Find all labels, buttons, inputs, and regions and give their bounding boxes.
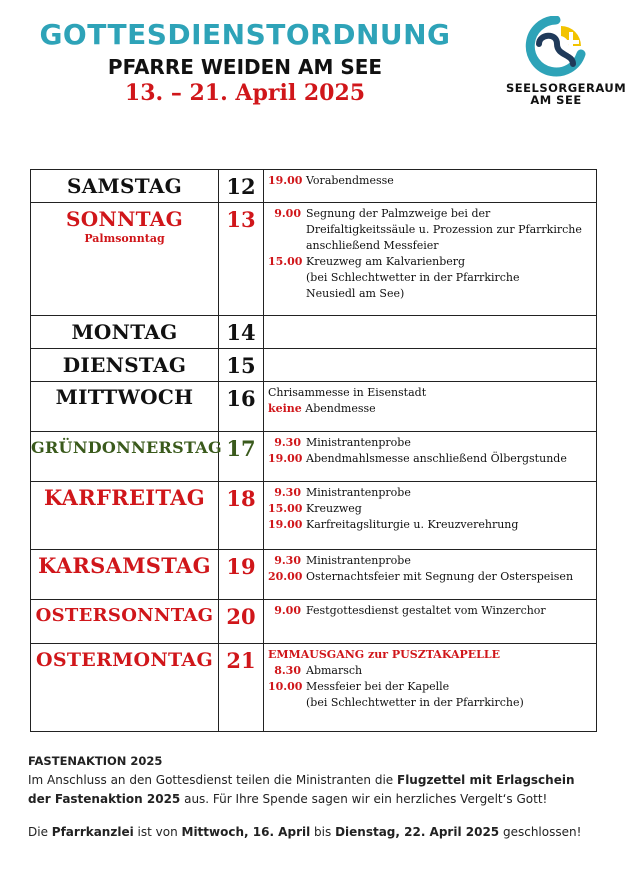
- event-time: 8.30: [274, 664, 301, 677]
- table-row: [31, 644, 597, 732]
- event-time: 10.00: [268, 680, 303, 693]
- text-run: Die: [28, 825, 52, 839]
- event-item: [268, 679, 592, 711]
- table-row: [31, 550, 597, 600]
- text-run: bis: [310, 825, 336, 839]
- event-text: Segnung der Palmzweige bei der Dreifaltigkeitssäule u. Prozession zur Pfarrkirche anschließend Messfeier: [306, 207, 582, 252]
- fastenaktion-section: [28, 752, 598, 809]
- event-item: [268, 603, 592, 619]
- events-cell: [264, 203, 597, 316]
- date-range: 13. – 21. April 2025: [124, 80, 366, 106]
- event-time: 19.00: [268, 518, 303, 531]
- event-item: [268, 254, 592, 302]
- day-name: OSTERSONNTAG: [35, 605, 214, 626]
- event-item: [268, 173, 592, 189]
- event-note: [268, 401, 592, 417]
- table-row: [31, 203, 597, 316]
- event-text: Abmarsch: [306, 664, 363, 677]
- event-text: Ministrantenprobe: [306, 554, 411, 567]
- day-name: MITTWOCH: [55, 385, 194, 409]
- seelsorgeraum-logo: [506, 16, 626, 107]
- events-cell: [264, 550, 597, 600]
- day-name: SONNTAG: [66, 207, 183, 231]
- event-text: Messfeier bei der Kapelle (bei Schlechtwetter in der Pfarrkirche): [306, 680, 524, 709]
- event-heading: EMMAUSGANG zur PUSZTAKAPELLE: [268, 648, 500, 661]
- event-item: [268, 501, 592, 517]
- events-cell: [264, 432, 597, 482]
- event-text: Vorabendmesse: [306, 174, 394, 187]
- day-name: MONTAG: [71, 320, 178, 344]
- day-number: 15: [219, 349, 264, 382]
- events-cell: [264, 482, 597, 550]
- events-cell: [264, 600, 597, 644]
- event-time: 19.00: [268, 174, 303, 187]
- table-row: [31, 316, 597, 349]
- parish-name: PFARRE WEIDEN AM SEE: [107, 55, 383, 79]
- text-run-bold: Pfarrkanzlei: [51, 825, 134, 839]
- event-text: Kreuzweg: [306, 502, 362, 515]
- event-item: [268, 517, 592, 533]
- events-cell: [264, 382, 597, 432]
- day-name: KARFREITAG: [43, 485, 206, 510]
- event-time: 19.00: [268, 452, 303, 465]
- event-time: 15.00: [268, 255, 303, 268]
- event-note-highlight: keine: [268, 402, 302, 415]
- event-text: Abendmahlsmesse anschließend Ölbergstunde: [306, 452, 567, 465]
- events-cell: [264, 170, 597, 203]
- event-item: [268, 206, 592, 254]
- logo-line-2: AM SEE: [530, 93, 582, 107]
- event-time: 20.00: [268, 570, 303, 583]
- day-number: 17: [219, 432, 264, 482]
- text-run-bold: Flugzettel mit Erlagschein der Fastenaktion 2025: [28, 773, 575, 806]
- logo-emblem-icon: [523, 16, 589, 78]
- table-row: [31, 382, 597, 432]
- text-run: Im Anschluss an den Gottesdienst teilen die Ministranten die: [28, 773, 397, 787]
- event-time: 15.00: [268, 502, 303, 515]
- text-run-bold: Dienstag, 22. April 2025: [335, 825, 500, 839]
- event-time: 9.30: [274, 436, 301, 449]
- day-number: 20: [219, 600, 264, 644]
- day-number: 19: [219, 550, 264, 600]
- event-text: Ministrantenprobe: [306, 436, 411, 449]
- event-time: 9.30: [274, 486, 301, 499]
- day-number: 21: [219, 644, 264, 732]
- day-name: DIENSTAG: [62, 353, 187, 377]
- event-item: [268, 451, 592, 467]
- day-number: 16: [219, 382, 264, 432]
- day-subtitle: Palmsonntag: [84, 232, 165, 245]
- fastenaktion-text: [28, 771, 598, 809]
- table-row: [31, 600, 597, 644]
- text-run: ist von: [133, 825, 182, 839]
- events-cell: [264, 644, 597, 732]
- logo-line-1: SEELSORGERAUM: [506, 81, 626, 95]
- event-time: 9.30: [274, 554, 301, 567]
- table-row: [31, 170, 597, 203]
- day-number: 18: [219, 482, 264, 550]
- document-title: GOTTESDIENSTORDNUNG: [39, 18, 451, 51]
- text-run-bold: Mittwoch, 16. April: [181, 825, 311, 839]
- office-closure-notice: [28, 823, 598, 842]
- day-name: OSTERMONTAG: [36, 649, 213, 671]
- event-time: 9.00: [274, 207, 301, 220]
- event-item: [268, 435, 592, 451]
- day-number: 13: [219, 203, 264, 316]
- events-cell: [264, 316, 597, 349]
- event-item: [268, 553, 592, 569]
- table-row: [31, 482, 597, 550]
- day-number: 14: [219, 316, 264, 349]
- table-row: [31, 349, 597, 382]
- event-text: Osternachtsfeier mit Segnung der Osterspeisen: [306, 570, 574, 583]
- day-name: SAMSTAG: [66, 174, 183, 198]
- event-item: [268, 569, 592, 585]
- event-note-rest: Abendmesse: [301, 402, 376, 415]
- event-item: [268, 485, 592, 501]
- events-cell: [264, 349, 597, 382]
- event-time: 9.00: [274, 604, 301, 617]
- fastenaktion-heading: FASTENAKTION 2025: [28, 754, 163, 768]
- day-number: 12: [219, 170, 264, 203]
- day-name: KARSAMSTAG: [38, 553, 211, 578]
- text-run: geschlossen!: [499, 825, 582, 839]
- day-name: GRÜNDONNERSTAG: [31, 438, 222, 457]
- service-schedule-table: [30, 169, 597, 732]
- event-text: Festgottesdienst gestaltet vom Winzerchor: [306, 604, 546, 617]
- event-text: Ministrantenprobe: [306, 486, 411, 499]
- event-text: Karfreitagsliturgie u. Kreuzverehrung: [306, 518, 519, 531]
- event-item: [268, 663, 592, 679]
- table-row: [31, 432, 597, 482]
- text-run: aus. Für Ihre Spende sagen wir ein herzliches Vergelt‘s Gott!: [180, 792, 548, 806]
- event-text: Kreuzweg am Kalvarienberg (bei Schlechtwetter in der Pfarrkirche Neusiedl am See): [306, 255, 520, 300]
- event-note: Chrisammesse in Eisenstadt: [268, 386, 427, 399]
